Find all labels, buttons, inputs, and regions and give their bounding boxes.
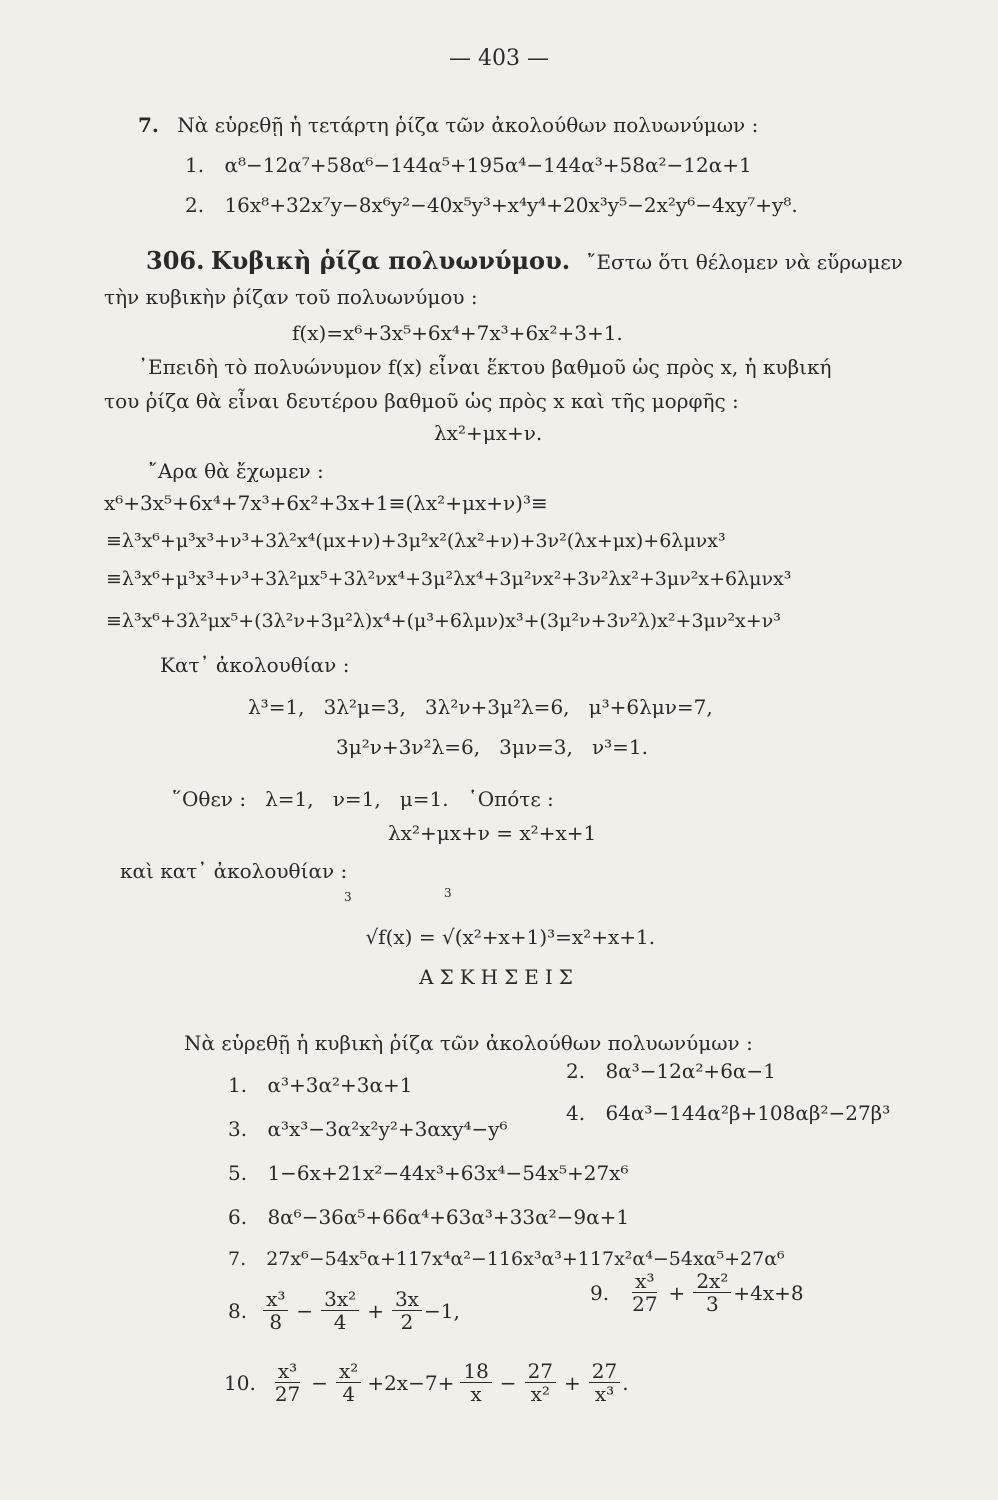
item-number: 2. — [566, 1059, 586, 1083]
item-number: 1. — [185, 153, 205, 177]
item-number: 5. — [228, 1161, 248, 1185]
fraction: $\frac{3x}{2}$ — [392, 1288, 422, 1333]
equation-system: λ³=1, 3λ²μ=3, 3λ²ν+3μ²λ=6, μ³+6λμν=7, — [248, 695, 713, 719]
polynomial-definition: f(x)=x⁶+3x⁵+6x⁴+7x³+6x²+3+1. — [292, 321, 623, 345]
page-number: — 403 — — [449, 46, 549, 71]
section-line: του ῥίζα θὰ εἶναι δευτέρου βαθμοῦ ὡς πρὸς x καὶ τῆς μορφῆς : — [104, 389, 739, 413]
cube-root-index: 3 — [444, 886, 452, 900]
section-heading — [146, 248, 903, 275]
item-expression: 8α⁶−36α⁵+66α⁴+63α³+33α²−9α+1 — [267, 1205, 630, 1229]
exercise-item — [566, 1058, 776, 1084]
item-number: 6. — [228, 1205, 248, 1229]
exercise-item — [566, 1100, 890, 1126]
final-right: √(x²+x+1)³=x²+x+1. — [441, 925, 656, 949]
section-line: τὴν κυβικὴν ῥίζαν τοῦ πολυωνύμου : — [104, 285, 478, 309]
exercise-item: 8. $\frac{\text{x³}}{8}$ − $\frac{\text{3x²}}{4}$ + $\frac{3x}{2}$ −1, — [228, 1287, 460, 1334]
section-title: Κυβικὴ ῥίζα πολυωνύμου. — [210, 246, 571, 275]
problem-7-label: 7. — [138, 113, 159, 137]
problem-7-item — [185, 152, 752, 178]
root-form: λx²+μx+ν. — [434, 421, 543, 445]
identity-line: ≡λ³x⁶+μ³x³+ν³+3λ²μx⁵+3λ²νx⁴+3μ²λx⁴+3μ²νx²+3ν²λx²+3μν²x+6λμνx³ — [106, 568, 792, 590]
item-number: 7. — [228, 1248, 247, 1270]
fraction: $\frac{\text{x³}}{8}$ — [263, 1288, 288, 1333]
fraction: $\frac{\text{x²}}{4}$ — [336, 1360, 361, 1405]
result-line: λx²+μx+ν = x²+x+1 — [388, 821, 597, 845]
exercises-heading: ΑΣΚΗΣΕΙΣ — [419, 965, 579, 989]
fraction: $\frac{18}{x}$ — [460, 1360, 491, 1405]
item-expression: 8α³−12α²+6α−1 — [605, 1059, 776, 1083]
fraction: $\frac{\text{2x²}}{3}$ — [693, 1270, 731, 1315]
item-expression: α³+3α²+3α+1 — [267, 1073, 413, 1097]
item-expression: α⁸−12α⁷+58α⁶−144α⁵+195α⁴−144α³+58α²−12α+1 — [224, 153, 752, 177]
exercise-item — [228, 1204, 629, 1230]
section-line: Κατ᾽ ἀκολουθίαν : — [160, 653, 350, 677]
fraction: $\frac{\text{x³}}{27}$ — [632, 1269, 658, 1316]
fraction: $\frac{27}{\text{x³}}$ — [589, 1360, 620, 1405]
exercise-item — [228, 1072, 412, 1098]
item-number: 1. — [228, 1073, 248, 1097]
exercise-item: 10. $\frac{\text{x³}}{27}$ − $\frac{\text{x²}}{4}$ +2x−7+ $\frac{18}{x}$ − $\frac{27}{\text{x²}}$ + $\frac{27}{\text{x³}}$ . — [224, 1359, 629, 1406]
fraction: $\frac{27}{\text{x²}}$ — [525, 1360, 556, 1405]
item-expression: 1−6x+21x²−44x³+63x⁴−54x⁵+27x⁶ — [267, 1161, 629, 1185]
section-intro: ῎Εστω ὅτι θέλομεν νὰ εὕρωμεν — [586, 250, 903, 274]
item-number: 9. — [590, 1280, 610, 1305]
identity-line: x⁶+3x⁵+6x⁴+7x³+6x²+3x+1≡(λx²+μx+ν)³≡ — [104, 491, 548, 515]
item-expression: 16x⁸+32x⁷y−8x⁶y²−40x⁵y³+x⁴y⁴+20x³y⁵−2x²y⁶−4xy⁷+y⁸. — [224, 193, 798, 217]
identity-line: ≡λ³x⁶+3λ²μx⁵+(3λ²ν+3μ²λ)x⁴+(μ³+6λμν)x³+(3μ²ν+3ν²λ)x²+3μν²x+ν³ — [106, 610, 781, 632]
item-expression: α³x³−3α²x²y²+3αxy⁴−y⁶ — [267, 1117, 508, 1141]
exercise-item: 9. $\frac{\text{x³}}{27}$ + $\frac{\text{2x²}}{3}$ +4x+8 — [590, 1269, 804, 1316]
section-line: ᾽Επειδὴ τὸ πολυώνυμον f(x) εἶναι ἕκτου βαθμοῦ ὡς πρὸς x, ἡ κυβική — [138, 355, 832, 379]
section-line: ῎Αρα θὰ ἔχωμεν : — [148, 459, 324, 483]
problem-7-text: Νὰ εὑρεθῇ ἡ τετάρτη ῥίζα τῶν ἀκολούθων πολυωνύμων : — [177, 113, 759, 137]
identity-line: ≡λ³x⁶+μ³x³+ν³+3λ²x⁴(μx+ν)+3μ²x²(λx²+ν)+3ν²(λx+μx)+6λμνx³ — [106, 530, 726, 552]
item-number: 3. — [228, 1117, 248, 1141]
equation-system: 3μ²ν+3ν²λ=6, 3μν=3, ν³=1. — [336, 735, 648, 759]
item-number: 2. — [185, 193, 205, 217]
problem-7-item — [185, 192, 798, 218]
problem-7-header — [138, 112, 758, 138]
solution-line: ῞Οθεν : λ=1, ν=1, μ=1. ῾Οπότε : — [172, 787, 554, 811]
cube-root-index: 3 — [344, 890, 352, 904]
exercise-item — [228, 1160, 628, 1186]
section-number: 306. — [146, 246, 205, 275]
exercise-item — [228, 1116, 508, 1142]
final-left: √f(x) = — [365, 925, 442, 949]
item-number: 4. — [566, 1101, 586, 1125]
fraction: $\frac{\text{3x²}}{4}$ — [321, 1288, 359, 1333]
section-line: καὶ κατ᾽ ἀκολουθίαν : — [120, 859, 348, 883]
exercises-intro: Νὰ εὑρεθῇ ἡ κυβικὴ ῥίζα τῶν ἀκολούθων πολυωνύμων : — [184, 1031, 753, 1055]
item-expression: 27x⁶−54x⁵α+117x⁴α²−116x³α³+117x²α⁴−54xα⁵+27α⁶ — [266, 1248, 785, 1270]
fraction: $\frac{\text{x³}}{27}$ — [274, 1359, 301, 1406]
item-expression: 64α³−144α²β+108αβ²−27β³ — [605, 1101, 891, 1125]
item-number: 10. — [224, 1370, 256, 1395]
item-number: 8. — [228, 1298, 248, 1323]
